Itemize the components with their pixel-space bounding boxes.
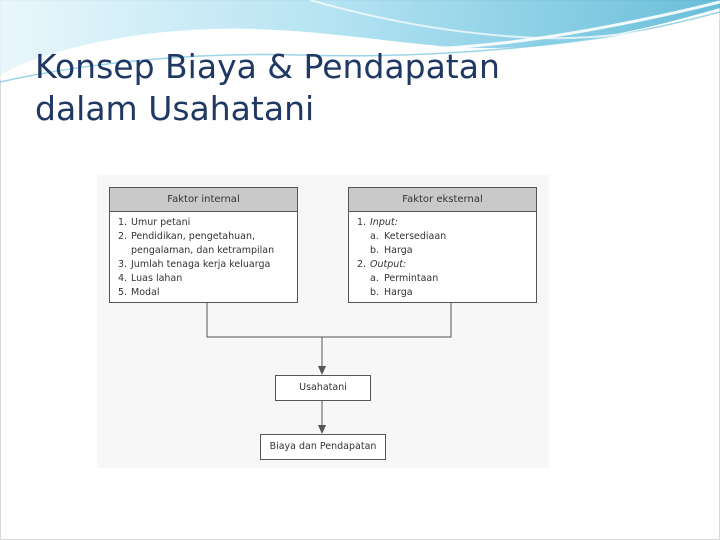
list-item-continuation: pengalaman, dan ketrampilan bbox=[131, 245, 275, 256]
list-item: 2. Output: bbox=[357, 259, 407, 270]
title-line-1: Konsep Biaya & Pendapatan bbox=[35, 47, 500, 86]
list-item: 3. Jumlah tenaga kerja keluarga bbox=[118, 259, 271, 270]
list-item: 2. Pendidikan, pengetahuan, bbox=[118, 231, 256, 242]
usahatani-box: Usahatani bbox=[275, 375, 371, 401]
slide-title bbox=[35, 46, 675, 130]
list-subitem: a. Ketersediaan bbox=[370, 231, 447, 242]
list-item: 1. Umur petani bbox=[118, 217, 191, 228]
external-factor-box bbox=[348, 187, 537, 303]
result-box: Biaya dan Pendapatan bbox=[260, 434, 386, 460]
input-label: Input: bbox=[370, 217, 398, 228]
list-item: 1. Input: bbox=[357, 217, 398, 228]
list-item: 5. Modal bbox=[118, 287, 160, 298]
list-item: 4. Luas lahan bbox=[118, 273, 183, 284]
external-factor-header: Faktor eksternal bbox=[349, 188, 536, 212]
title-line-2: dalam Usahatani bbox=[35, 89, 315, 128]
list-subitem: b. Harga bbox=[370, 287, 413, 298]
output-label: Output: bbox=[370, 259, 407, 270]
list-subitem: b. Harga bbox=[370, 245, 413, 256]
internal-factor-box bbox=[109, 187, 298, 303]
internal-factor-header: Faktor internal bbox=[110, 188, 297, 212]
list-subitem: a. Permintaan bbox=[370, 273, 439, 284]
